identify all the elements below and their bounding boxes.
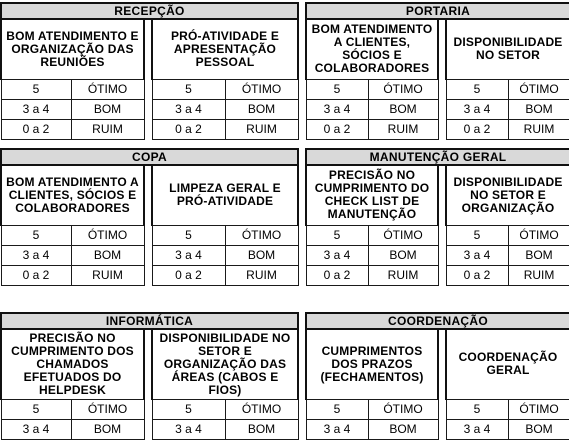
criterion-cell: LIMPEZA GERAL E PRÓ-ATIVIDADE [152, 165, 298, 225]
score-cell: 5 [1, 79, 71, 99]
rating-cell: ÓTIMO [225, 225, 298, 245]
section-portaria [305, 2, 569, 140]
score-cell: 0 a 2 [446, 265, 508, 285]
score-cell: 5 [152, 400, 225, 420]
rating-cell: BOM [71, 420, 144, 440]
score-cell: 5 [306, 399, 368, 419]
criterion-cell: PRECISÃO NO CUMPRIMENTO DOS CHAMADOS EFETUADOS DO HELPDESK [1, 329, 144, 400]
criterion-cell: PRECISÃO NO CUMPRIMENTO DO CHECK LIST DE MANUTENÇÃO [306, 165, 438, 225]
score-cell: 5 [446, 399, 508, 419]
score-cell: 0 a 2 [152, 265, 225, 285]
rating-cell: BOM [508, 99, 569, 119]
score-cell: 5 [152, 225, 225, 245]
criterion-cell: COORDENAÇÃO GERAL [446, 329, 569, 399]
section-title: PORTARIA [306, 3, 569, 19]
rating-cell: ÓTIMO [225, 400, 298, 420]
score-cell: 3 a 4 [306, 99, 368, 119]
rating-cell: BOM [368, 99, 438, 119]
score-cell: 0 a 2 [446, 119, 508, 139]
rating-cell: BOM [508, 419, 569, 439]
rating-cell: RUIM [71, 119, 144, 139]
criterion-cell: CUMPRIMENTOS DOS PRAZOS (FECHAMENTOS) [306, 329, 438, 399]
rating-cell: ÓTIMO [368, 225, 438, 245]
criterion-cell: BOM ATENDIMENTO A CLIENTES, SÓCIOS E COLABORADORES [1, 165, 144, 225]
rating-cell: BOM [368, 419, 438, 439]
rating-cell: ÓTIMO [508, 79, 569, 99]
rating-cell: BOM [225, 245, 298, 265]
criterion-cell: DISPONIBILIDADE NO SETOR [446, 19, 569, 79]
score-cell: 5 [446, 79, 508, 99]
score-cell: 0 a 2 [152, 119, 225, 139]
section-title: MANUTENÇÃO GERAL [306, 149, 569, 165]
score-cell: 0 a 2 [306, 119, 368, 139]
section-recepcao [0, 2, 299, 140]
section-title: INFORMÁTICA [1, 313, 298, 329]
score-cell: 3 a 4 [152, 420, 225, 440]
score-cell: 5 [306, 79, 368, 99]
score-cell: 3 a 4 [306, 419, 368, 439]
criterion-cell: DISPONIBILIDADE NO SETOR E ORGANIZAÇÃO [446, 165, 569, 225]
score-cell: 3 a 4 [446, 419, 508, 439]
rating-cell: BOM [368, 245, 438, 265]
section-manutencao-geral [305, 148, 569, 286]
score-cell: 3 a 4 [306, 245, 368, 265]
section-copa [0, 148, 299, 286]
rating-cell: ÓTIMO [368, 79, 438, 99]
rating-cell: RUIM [225, 265, 298, 285]
score-cell: 3 a 4 [152, 99, 225, 119]
score-cell: 0 a 2 [1, 119, 71, 139]
section-title: RECEPÇÃO [1, 3, 298, 19]
criterion-cell: BOM ATENDIMENTO A CLIENTES, SÓCIOS E COLABORADORES [306, 19, 438, 79]
score-cell: 5 [1, 400, 71, 420]
score-cell: 5 [446, 225, 508, 245]
score-cell: 5 [306, 225, 368, 245]
criterion-cell: PRÓ-ATIVIDADE E APRESENTAÇÃO PESSOAL [152, 19, 298, 79]
score-cell: 3 a 4 [1, 245, 71, 265]
score-cell: 0 a 2 [1, 265, 71, 285]
section-title: COPA [1, 149, 298, 165]
rating-cell: ÓTIMO [71, 79, 144, 99]
rating-cell: RUIM [71, 265, 144, 285]
score-cell: 3 a 4 [1, 420, 71, 440]
rating-cell: RUIM [508, 119, 569, 139]
rating-cell: RUIM [508, 265, 569, 285]
score-cell: 3 a 4 [446, 245, 508, 265]
score-cell: 3 a 4 [1, 99, 71, 119]
rating-cell: ÓTIMO [71, 225, 144, 245]
section-title: COORDENAÇÃO [306, 313, 569, 329]
rating-cell: ÓTIMO [71, 400, 144, 420]
rating-cell: BOM [71, 245, 144, 265]
rating-cell: ÓTIMO [508, 399, 569, 419]
rating-cell: ÓTIMO [508, 225, 569, 245]
rating-cell: BOM [508, 245, 569, 265]
rating-cell: BOM [225, 99, 298, 119]
section-informatica [0, 312, 299, 440]
rating-cell: ÓTIMO [225, 79, 298, 99]
rating-cell: RUIM [225, 119, 298, 139]
score-cell: 0 a 2 [306, 265, 368, 285]
criterion-cell: BOM ATENDIMENTO E ORGANIZAÇÃO DAS REUNIÕES [1, 19, 144, 79]
rating-cell: BOM [225, 420, 298, 440]
score-cell: 3 a 4 [152, 245, 225, 265]
score-cell: 5 [1, 225, 71, 245]
rating-cell: RUIM [368, 119, 438, 139]
score-cell: 3 a 4 [446, 99, 508, 119]
criterion-cell: DISPONIBILIDADE NO SETOR E ORGANIZAÇÃO DAS ÁREAS (CABOS E FIOS) [152, 329, 298, 400]
rating-cell: RUIM [368, 265, 438, 285]
score-cell: 5 [152, 79, 225, 99]
section-coordenacao [305, 312, 569, 440]
rating-cell: BOM [71, 99, 144, 119]
rating-cell: ÓTIMO [368, 399, 438, 419]
